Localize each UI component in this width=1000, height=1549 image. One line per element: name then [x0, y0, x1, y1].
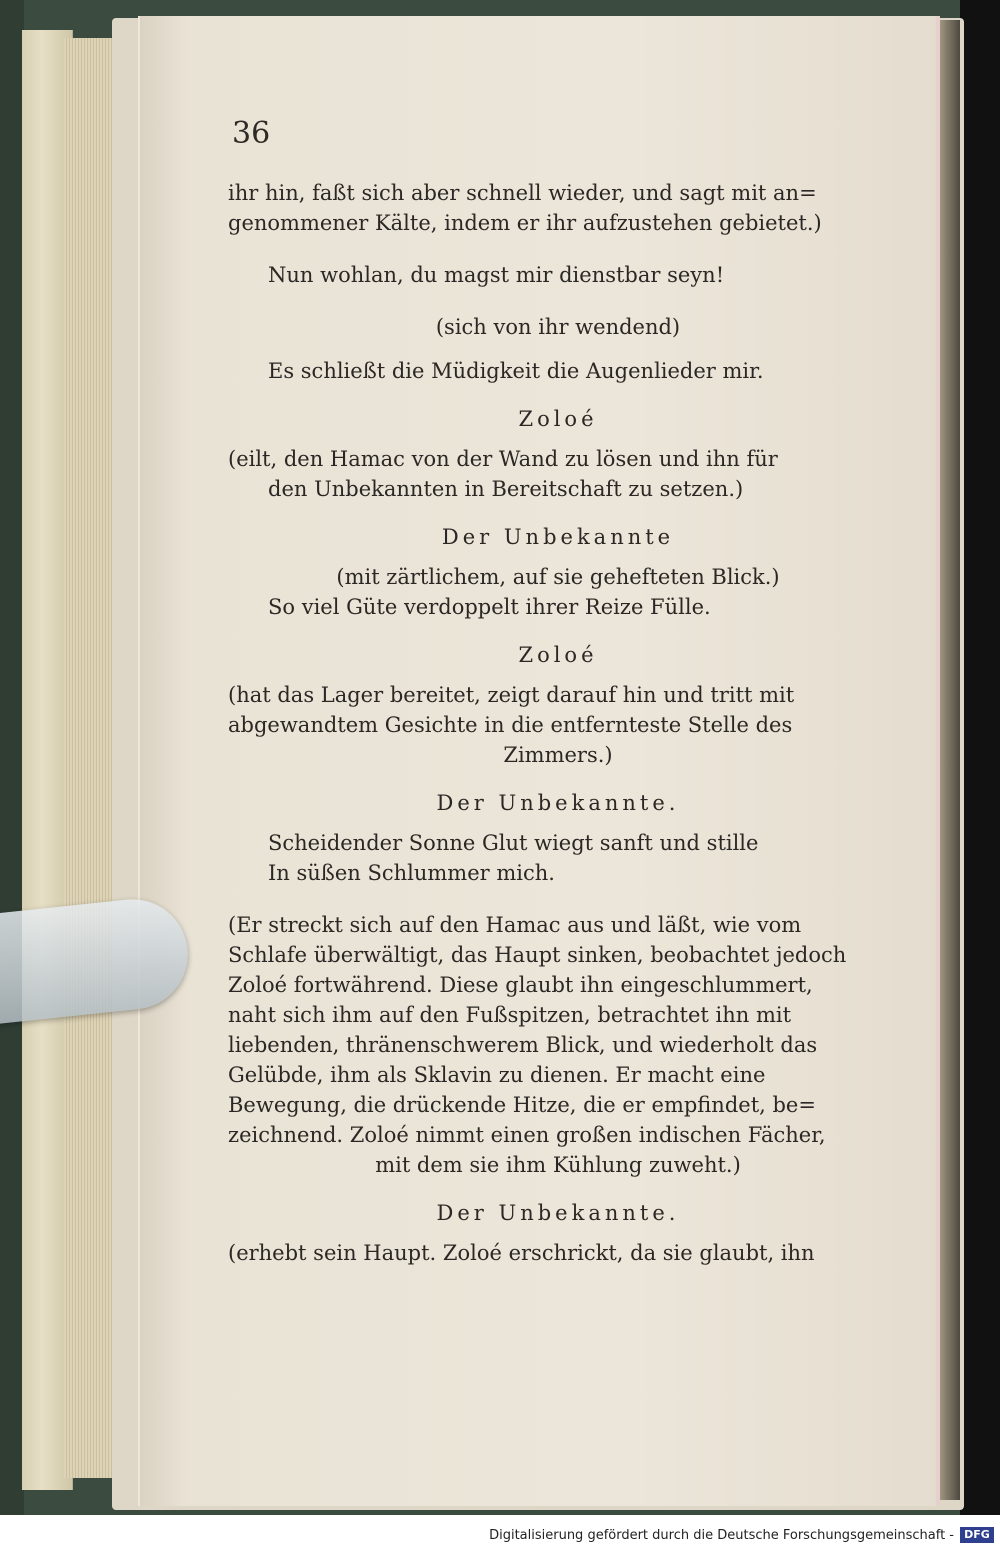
spacer	[228, 888, 888, 910]
text-line: abgewandtem Gesichte in die entfernteste Stelle des	[228, 713, 793, 737]
text-line: In süßen Schlummer mich.	[268, 861, 555, 885]
text-line: genommener Kälte, indem er ihr aufzustehen gebietet.)	[228, 211, 822, 235]
spacer	[228, 238, 888, 260]
text-line: liebenden, thränenschwerem Blick, und wiederholt das	[228, 1033, 818, 1057]
speaker-heading: Der Unbekannte	[441, 525, 675, 549]
page-number: 36	[232, 116, 271, 151]
text-line: Nun wohlan, du magst mir dienstbar seyn!	[268, 263, 725, 287]
book-page	[138, 16, 940, 1506]
text-line: Gelübde, ihm als Sklavin zu dienen. Er macht eine	[228, 1063, 766, 1087]
text-line: ihr hin, faßt sich aber schnell wieder, und sagt mit an=	[228, 181, 817, 205]
text-line: (hat das Lager bereitet, zeigt darauf hin und tritt mit	[228, 683, 795, 707]
text-line: Scheidender Sonne Glut wiegt sanft und stille	[268, 831, 759, 855]
page-text	[228, 178, 888, 1268]
text-line: (erhebt sein Haupt. Zoloé erschrickt, da sie glaubt, ihn	[228, 1241, 815, 1265]
spacer	[228, 342, 888, 356]
speaker-heading: Zoloé	[518, 643, 598, 667]
text-line: naht sich ihm auf den Fußspitzen, betrachtet ihn mit	[228, 1003, 792, 1027]
speaker-heading: Der Unbekannte.	[436, 791, 680, 815]
text-line: Zoloé fortwährend. Diese glaubt ihn eingeschlummert,	[228, 973, 813, 997]
footer-credit: Digitalisierung gefördert durch die Deutsche Forschungsgemeinschaft -	[489, 1528, 954, 1543]
text-line: (sich von ihr wendend)	[435, 315, 681, 339]
text-line: Bewegung, die drückende Hitze, die er empfindet, be=	[228, 1093, 816, 1117]
text-line: (eilt, den Hamac von der Wand zu lösen und ihn für	[228, 447, 778, 471]
text-line: So viel Güte verdoppelt ihrer Reize Fülle.	[268, 595, 711, 619]
text-line: (Er streckt sich auf den Hamac aus und läßt, wie vom	[228, 913, 802, 937]
text-line: Schlafe überwältigt, das Haupt sinken, beobachtet jedoch	[228, 943, 847, 967]
text-line: Zimmers.)	[503, 743, 613, 767]
spacer	[228, 290, 888, 312]
speaker-heading: Der Unbekannte.	[436, 1201, 680, 1225]
text-line: (mit zärtlichem, auf sie gehefteten Blick.)	[336, 565, 780, 589]
text-line: zeichnend. Zoloé nimmt einen großen indischen Fächer,	[228, 1123, 826, 1147]
footer-bar	[0, 1515, 1000, 1549]
scan-background-right	[960, 0, 1000, 1549]
speaker-heading: Zoloé	[518, 407, 598, 431]
text-line: Es schließt die Müdigkeit die Augenlieder mir.	[268, 359, 764, 383]
dfg-logo: DFG	[960, 1527, 994, 1543]
text-line: den Unbekannten in Bereitschaft zu setzen.)	[268, 477, 744, 501]
book-gutter	[940, 20, 960, 1500]
text-line: mit dem sie ihm Kühlung zuweht.)	[375, 1153, 741, 1177]
scan-background-left	[0, 0, 24, 1549]
